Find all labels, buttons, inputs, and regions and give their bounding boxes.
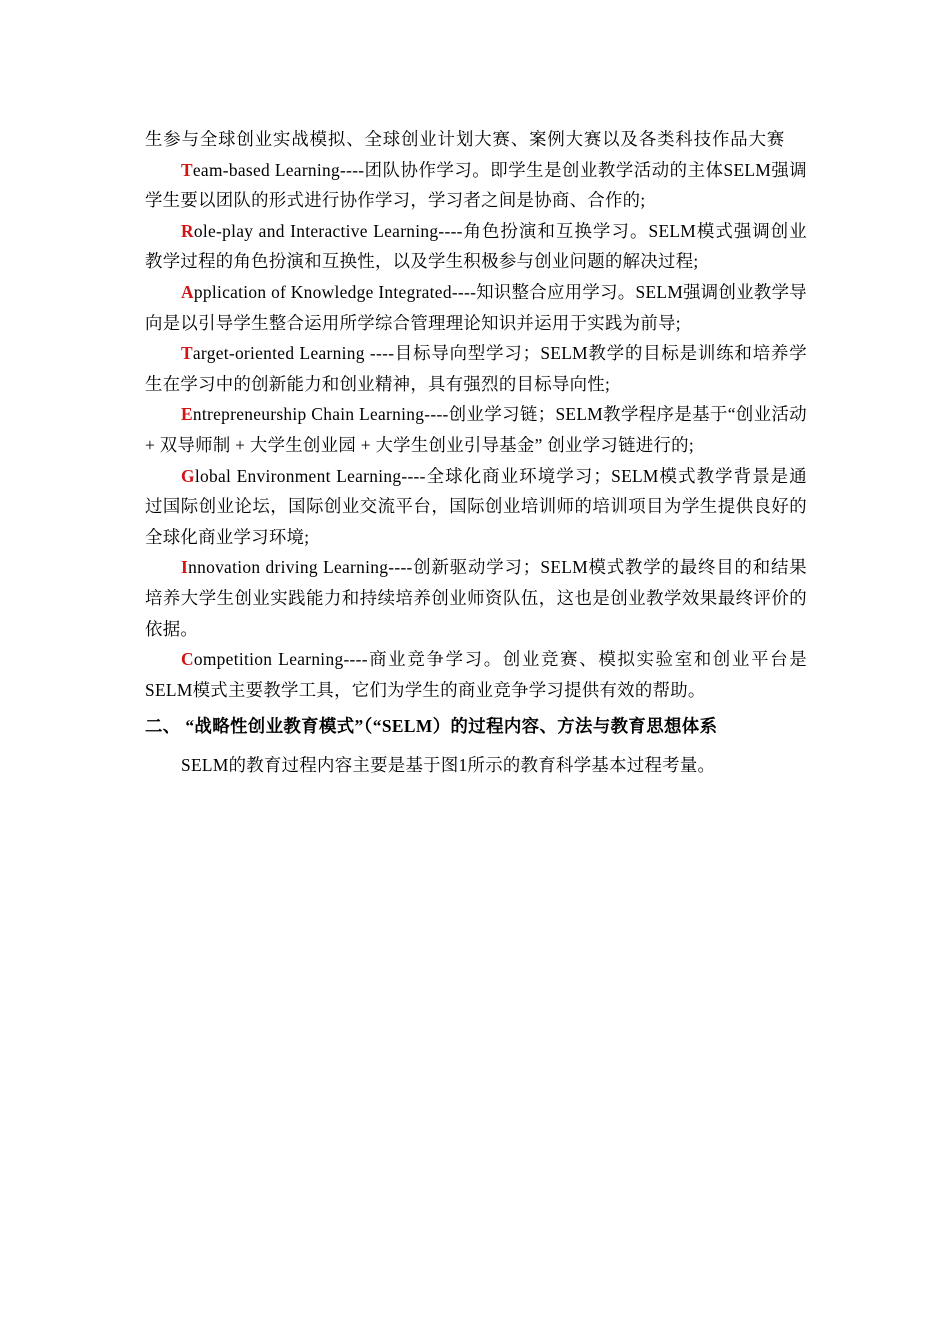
closing-paragraph: SELM的教育过程内容主要是基于图1所示的教育科学基本过程考量。 <box>181 754 716 775</box>
item-initial: R <box>181 220 194 241</box>
intro-line: 生参与全球创业实战模拟、全球创业计划大赛、案例大赛以及各类科技作品大赛 <box>145 129 786 149</box>
item-term: eam-based Learning <box>192 159 341 180</box>
item-text: ----角色扮演和互换学习。SELM模式强调创业教学过程的角色扮演和互换性，以及学生积极参与创业问题的解决过程; <box>145 220 807 272</box>
item-term: nnovation driving Learning <box>188 557 389 578</box>
item-text: ----知识整合应用学习。SELM强调创业教学导向是以引导学生整合运用所学综合管理理论知识并运用于实践为前导; <box>145 281 807 333</box>
list-item-entrepreneurship-chain <box>145 399 807 460</box>
item-initial: A <box>181 281 194 302</box>
item-term: pplication of Knowledge Integrated <box>193 281 452 302</box>
item-initial: T <box>181 343 193 364</box>
item-text: ----商业竞争学习。创业竞赛、模拟实验室和创业平台是SELM模式主要教学工具，它们为学生的商业竞争学习提供有效的帮助。 <box>145 649 807 700</box>
item-term: lobal Environment Learning <box>194 465 402 486</box>
list-item-global-environment <box>145 461 807 553</box>
item-text: ----目标导向型学习；SELM教学的目标是训练和培养学生在学习中的创新能力和创业精神，具有强烈的目标导向性; <box>145 343 807 394</box>
list-item-team-based <box>145 155 807 216</box>
item-initial: I <box>181 557 189 578</box>
item-term: ole-play and Interactive Learning <box>193 220 439 241</box>
item-text: ----团队协作学习。即学生是创业教学活动的主体SELM强调学生要以团队的形式进行协作学习，学习者之间是协商、合作的; <box>145 159 807 211</box>
item-initial: C <box>181 649 194 670</box>
item-text: ----创新驱动学习；SELM模式教学的最终目的和结果培养大学生创业实践能力和持续培养创业师资队伍，这也是创业教学效果最终评价的依据。 <box>145 557 807 639</box>
list-item-role-play <box>145 216 807 277</box>
document-body <box>145 124 807 780</box>
section-heading: 二、 “战略性创业教育模式”（“SELM）的过程内容、方法与教育思想体系 <box>145 716 718 737</box>
list-item-application <box>145 277 807 338</box>
item-initial: E <box>181 404 193 425</box>
list-item-innovation-driving <box>145 552 807 644</box>
item-term: ntrepreneurship Chain Learning <box>192 404 425 425</box>
item-initial: G <box>181 465 195 486</box>
item-term: arget-oriented Learning <box>192 343 370 364</box>
item-text: ----全球化商业环境学习；SELM模式教学背景是通过国际创业论坛，国际创业交流平台，国际创业培训师的培训项目为学生提供良好的全球化商业学习环境; <box>145 465 807 547</box>
item-term: ompetition Learning <box>193 649 344 670</box>
list-item-competition <box>145 644 807 705</box>
item-text: ----创业学习链；SELM教学程序是基于“创业活动 + 双导师制 + 大学生创业园 + 大学生创业引导基金” 创业学习链进行的; <box>145 404 807 455</box>
item-initial: T <box>181 159 193 180</box>
list-item-target-oriented <box>145 338 807 399</box>
